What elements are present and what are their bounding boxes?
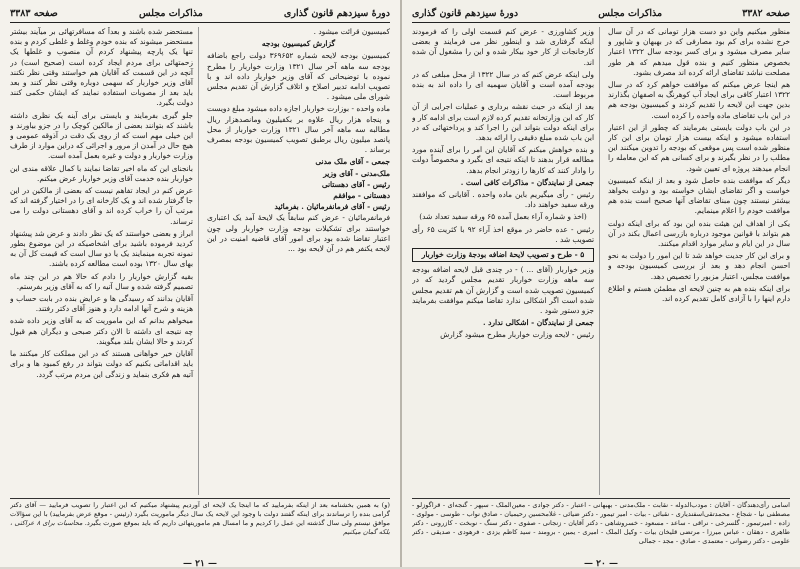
left-page-number: — ۲۱ — <box>183 559 217 569</box>
paragraph: رئیس - عده حاضر در موقع اخذ آراء ۹۲ با کثریت ۶۵ رأی تصویب شد . <box>412 224 594 244</box>
paragraph: بعد از اینکه در حیث نقشه برداری و عملیات اجرایی از آن کار که این وزارتخانه تقدیم کرده لازم است برای ادامه کار و برای اینکه دولت بتواند این را اجرا کند و پرداختهائی که در این باب شده مبلغ دقیقی را ارائه بدهد. <box>412 102 594 143</box>
paragraph: ابراز و بعضی خواستند که یک نظر دادند و عرض شد پیشنهاد کردید فرموده باشید برای اشخاصیکه در این موضوع بطور نمونه تجربه مینمایند یک یا دو سال است که قیمت کل آن به بهای سال ۱۳۲۰ بوده است مطالعه کرده باشند. <box>10 228 193 269</box>
right-page-header <box>412 6 790 23</box>
right-page-columns <box>412 27 790 495</box>
list-item: رئیس - آقای دهستانی <box>321 179 390 189</box>
paragraph: جلو گیری بفرمایند و بایستی برای آینه یک نظری داشته باشند که بتوانند بعضی از مالکین کوچک را در جزو بیاورند و این خیلی مهم است که از روی یک دقت در آذوقه عمومی و هیچ حال در آمدن از مرور و اجرائی که دراین موارد از طرف وزارت خواربار و دولت و غیره بعمل آمده است. <box>10 110 193 161</box>
right-footnote: اسامی رأی‌دهندگان - آقایان : مودب‌الدوله - نقابت - ملک‌مدنی - بهبهانی - اعتبار - دکتر جوادی - معین‌الملک - سپهر - گنجه‌ای - قراگوزلو - مصطفی نیا - شجاع - محمدتقی‌اسفندیاری - نقبائی - بیات - امیر تیمور - دکتر ضیائی - غلامحسین رحیمیان - صادق نواب - طوسی - مولوی - زاده - امیرتیمور - گلسرخی - نراقی - ساعد - مسعود - خسروشاهی - دکتر آقایان - زنجانی - صفوی - دکتر سنگ - نوبخت - کازرونی - دکتر طاهری - دهقان - عباس میرزا - مرتضی قلیخان بیات - وکیل الملک - امیری - یمین - برومند - سید کاظم یزدی - فرهودی - صدیقی - دکتر علومی - دکتر رضوانی - معتمدی - صادق - مجد - جمالی <box>412 498 790 557</box>
paragraph: منظور میکنیم واین دو دست هزار تومانی که در آن سال خرج نشده برای کم بود مصارفی که در بهبهان و شاپور و سایر مصرف میشود و برای کسر بودجه سال ۱۳۲۲ اعتبار بخصوص منظور کنیم و بنده قول میدهم که هر طور مصلحت نباشد تقاضای ارائه کرده اند مصرف بشود. <box>608 27 790 77</box>
paragraph: برای اینکه بنده هم به چنین لایحه ای مطمئن هستم و اطلاع دارم اینها را با آزادی کامل تقدیم کرده اند. <box>608 283 790 304</box>
paragraph: کمیسیون بودجه لایحه شماره ۳۶۹۶۵۲ دولت راجع باضافه بودجه سه ماهه آخر سال ۱۳۲۱ وزارت خواربار را مطرح نموده با توضیحاتی که آقای وزیر خواربار داده اند و با تصویب ادامه تدبیر اصلاح و اتلاف گزارش آن تقدیم مجلس شورای ملی میشود . <box>207 51 390 102</box>
paragraph: رئیس - رأی میگیریم باین ماده واحده . آقایانی که موافقند ورقه سفید خواهند داد. <box>412 190 594 210</box>
left-page-col-right <box>207 27 390 495</box>
list-item: رئیس - آقای فرمانفرمائیان . بفرمائید <box>274 202 390 212</box>
paragraph: وزیر خواربار (آقای ... ) - در چندی قبل لایحه اضافه بودجه سه ماهه وزارت خواربار تقدیم مجلس گردید که در کمیسیون تصویب شده است و گزارش آن هم تقدیم مجلس شده است اگر اشکالی ندارد تقاضا میکنم موافقت بفرمایند جزو دستور شود . <box>412 265 594 316</box>
paragraph: و بنده خواهش میکنم که آقایان این امر را برای آینده مورد مطالعه قرار بدهند تا اینکه نتیجه ای بگیرد و مخصوصاً دولت را وادار کنند که کارها را زودتر انجام بدهد. <box>412 145 594 175</box>
vote-list <box>207 157 390 212</box>
paragraph: مستحضر شده باشند و بعداً که مسافرتهائی بر میآیند بیشتر مستحضر میشوند که بنده خودم وغلط و غلطی کردم و بنده تنها یک پارچه پیشنهاد کردم آن منصوب و غلطها یک زحمتهائی برای مردم ایجاد کرده است (صحیح است) در آنچه در این قسمت که آقایان هم خواستند وقتی نظر نکنند آقای وزیر خواربار که سهمی دوباره وقتی نظر کنند و بعد باید بعد از مصوبات استفاده نمایند که ایشان حکمی کنند دولت بگیرد. <box>10 27 193 108</box>
left-page-header <box>10 6 390 23</box>
right-page-label: صفحه ۳۳۸۲ <box>742 7 790 19</box>
right-page <box>400 0 800 567</box>
left-page-label: صفحه ۳۳۸۳ <box>10 7 58 19</box>
left-title-center: مذاکرات مجلس <box>138 7 203 19</box>
paragraph: وزیر کشاورزی - عرض کنم قسمت اولی را که فرمودند اینکه گرفتاری شد و اینطور نظر می فرمایند و بعضی کارخانجات از کار خود بیکار شده و این را مشغول آن شده اند. <box>412 27 594 67</box>
paragraph: هم اینجا عرض میکنم که موافقت خواهم کرد که در سال ۱۳۲۲ اعتبار کافی برای ایجاد آب کوهرنگ به اصفهان بگذارند بدین جهت این لایحه را تقدیم کردند و کمیسیون بودجه هم در این باب تقاضای ماده واحده را کرده است. <box>608 80 790 120</box>
paragraph: در این باب دولت بایستی بفرمایند که چطور از این اعتبار استفاده میشود و اینکه بیست هزار تومان برای این کار منظور شده است پس موقعی که بودجه را تدوین میکنند این مطلب را در نظر بگیرند و برای کسانی هم که این معامله را انجام میدهند پروژه ای تعیین شود. <box>608 122 790 173</box>
footnote-text: (و) به همین بخشنامه بعد از اینکه بفرمایید که ما اینجا یک لایحه ای آوردیم پیشنهاد میکنیم که این اعتبار را تصویب فرمایید — آقای دکتر گرامی بنده را ترساندند برای اینکه گفتند دولت با وجود این لایحه یک سال دیگر ماموریت بگیرد (رئیس - موقع عرض بفرمایید) با این سؤالات موافق نیستم ولی سال گذشته این عمل را کردیم و ما امسال هم ماموریتهائی داریم که باید بموقع صورت بگیرد. <box>10 501 390 527</box>
right-title-side: دورهٔ سیزدهم قانون گذاری <box>412 7 519 19</box>
paragraph: آقایان خیر خواهانی هستند که در این مملکت کار میکنند ما باید اقداماتی بکنیم که دولت بتواند در رفع کمبود ها و برای آتیه هم فکری بنماید و زندگی این مردم مرتب گردد. <box>10 349 193 379</box>
paragraph: ماده واحده - بوزارت خواربار اجازه داده میشود مبلغ دویست و پنجاه هزار ریال علاوه بر بکفیلیون ومانصدهزار ریال مطالبه سه ماهه آخر سال ۱۳۲۱ وزارت خواربار از محل پانصد میلیون ریال برطبق تصویب کمیسیون بودجه بمصرف برساند . <box>207 104 390 155</box>
left-page <box>0 0 400 567</box>
list-item: دهستانی - موافقم <box>333 191 390 201</box>
left-footnote <box>10 498 390 557</box>
paragraph: ولی اینکه عرض کنم که در سال ۱۳۲۲ از محل مبلغی که در بودجه آمده است و آقایان سهمیه ای را داده اند به بنده مربوط است. <box>412 69 594 100</box>
right-title-center: مذاکرات مجلس <box>598 7 663 19</box>
left-page-col-left <box>10 27 199 495</box>
paragraph: کمیسیون قرائت میشود . <box>313 27 390 36</box>
report-title: گزارش کمیسیون بودجه <box>261 39 336 49</box>
handwritten-annotation: محاسبات برای ۸ عراکتی ، بلکه گمان میکنیم <box>10 519 390 536</box>
paragraph: جمعی از نمایندگان - اشکالی ندارد . <box>482 318 594 328</box>
left-title-side: دورهٔ سیزدهم قانون گذاری <box>283 7 390 19</box>
paragraph: آقایان بدانند که رسیدگی ها و عرایض بنده در بابت حساب و هزینه و شرح آنها ادامه دارد و هنوز آقای دکتر رفتند. <box>10 294 193 314</box>
left-page-columns <box>10 27 390 495</box>
paragraph: دیگر که موافقت بنده حاصل شود و بعد از اینکه کمیسیون خواست و اگر تقاضای ایشان خواسته بود و دولت بخواهد بیشتر نیستند چون مبنای تقاضای آنها صحیح است بنده هم موافقت خودم را اعلام مینمایم. <box>608 175 790 216</box>
paragraph: میخواهم بدانم که این ماموریت که به آقای وزیر داده شده چه نتیجه ای داشته تا الان دکتر صبحی و دیگران هم قبول کردند و حالا ایشان بلند میگویند. <box>10 316 193 346</box>
list-item: جمعی - آقای ملک مدنی <box>315 157 390 167</box>
list-item: ملک‌مدنی - آقای وزیر <box>323 168 390 178</box>
paragraph: جمعی از نمایندگان - مذاکرات کافی است . <box>460 177 594 187</box>
paragraph: یکی از اهداف این هیئت بنده این بود که برای اینکه دولت هم بتواند با قوانین موجود درباره بازرسی اعمال بکند در آن سال در این ایام و سایر موارد اقدام میکنند. <box>608 218 790 249</box>
paragraph: بانجنای این که ماه اخیر تقاضا نمایند با کمال علاقه مندی این خواربار بنده خدمت آقای وزیر خواربار عرض میکنم. <box>10 163 193 183</box>
right-page-col-right <box>608 27 790 495</box>
paragraph: عرض کنم در ایجاد تفاهم نیست که بعضی از مالکین در این جا گرفتار شده اند و یک کارخانه ای را در اختیار گرفته اند که مرتب آن را خراب کرده اند و آقای دهستانی دولت را می ترساند. <box>10 186 193 226</box>
paragraph: بقیه گزارش خواربار را دادم که حالا هم در این چند ماه تصمیم گرفته شده و سال آتیه را که به آقای وزیر بفرستم. <box>10 271 193 291</box>
right-page-number: — ۲۰ — <box>584 559 618 569</box>
paragraph: رئیس - لایحه وزارت خواربار مطرح میشود گزارش <box>440 330 594 340</box>
section-heading: ۵ - طرح و تصویب لایحهٔ اضافه بودجهٔ وزارت خواربار <box>412 248 594 262</box>
paragraph: فرمانفرمائیان - عرض کنم سابقاً یک لایحهٔ آمد یک اعتباری خواستند برای تشکیلات بودجه وزارت خواربار ولی چون اعتبار تقاضا شده بود برای امور آقای قاضیه امنیت در این لایحه یکنفر هم در آن لایحه بود ... <box>207 213 390 254</box>
right-page-col-left <box>412 27 600 495</box>
paragraph: (اخذ و شماره آراء بعمل آمده ۶۵ ورقه سفید تعداد شد) <box>419 212 587 222</box>
paragraph: و برای این کار جدیت خواهد شد تا این امور را دولت به نحو احسن انجام دهد و بعد از بررسی کمیسیون بودجه و موافقت مجلس، اعتبار مزبور را تخصیص دهد. <box>608 251 790 281</box>
